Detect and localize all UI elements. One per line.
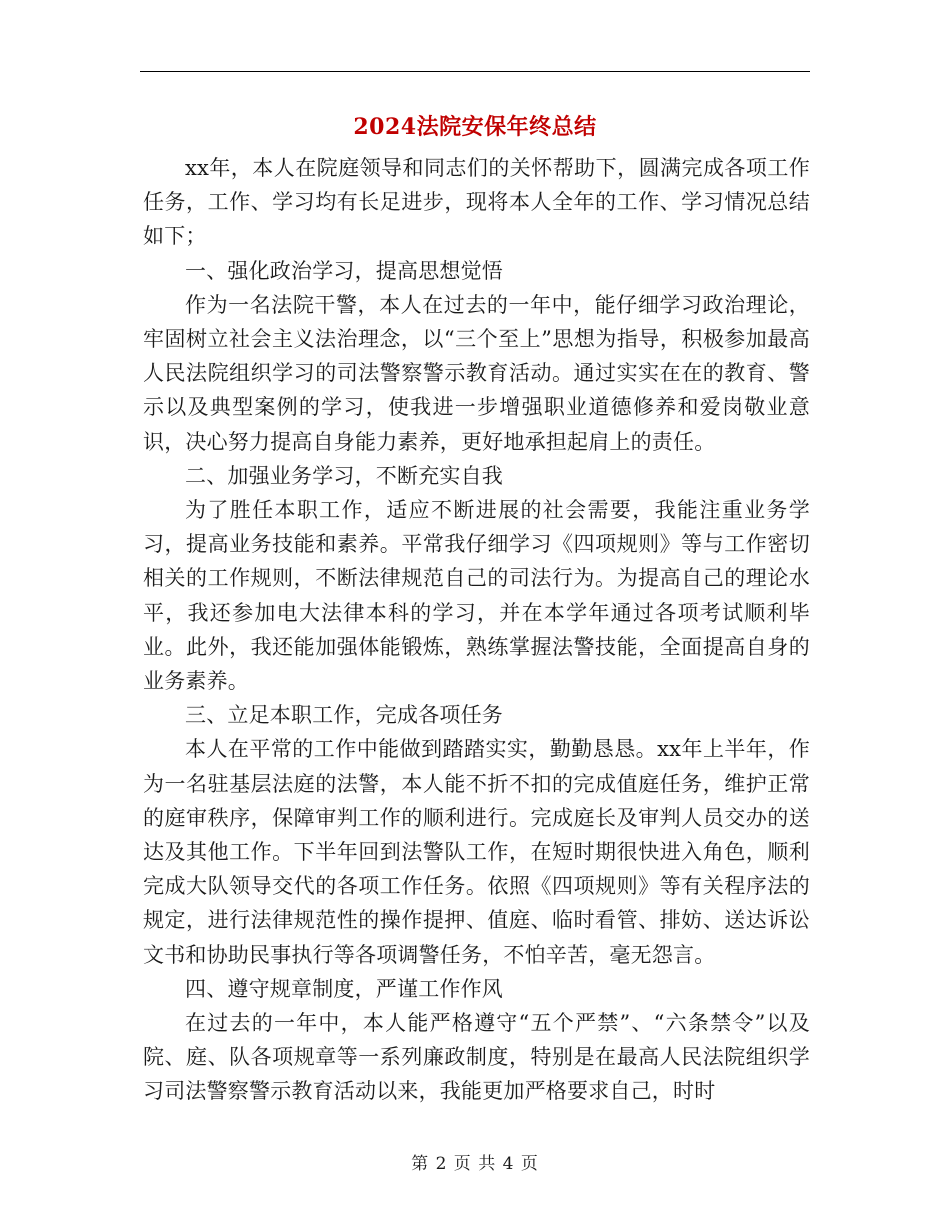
section-4-paragraph: 在过去的一年中，本人能严格遵守“五个严禁”、“六条禁令”以及院、庭、队各项规章等一系列廉政制度，特别是在最高人民法院组织学习司法警察警示教育活动以来，我能更加严格要求自己，时时 bbox=[143, 1011, 810, 1104]
section-heading-3: 三、立足本职工作，完成各项任务 bbox=[185, 703, 503, 728]
section-2-paragraph: 为了胜任本职工作，适应不断进展的社会需要，我能注重业务学习，提高业务技能和素养。平常我仔细学习《四项规则》等与工作密切相关的工作规则，不断法律规范自己的司法行为。为提高自己的理论水平，我还参加电大法律本科的学习，并在本学年通过各项考试顺利毕业。此外，我还能加强体能锻炼，熟练掌握法警技能，全面提高自身的业务素养。 bbox=[143, 498, 810, 694]
section-heading-4: 四、遵守规章制度，严谨工作作风 bbox=[185, 976, 503, 1001]
section-heading-2: 二、加强业务学习，不断充实自我 bbox=[185, 463, 503, 488]
header-rule bbox=[140, 71, 810, 72]
intro-paragraph: xx年，本人在院庭领导和同志们的关怀帮助下，圆满完成各项工作任务，工作、学习均有长足进步，现将本人全年的工作、学习情况总结如下； bbox=[143, 156, 810, 249]
page-number-footer: 第 2 页 共 4 页 bbox=[411, 1154, 539, 1174]
document-body bbox=[143, 151, 810, 1109]
document-title: 2024法院安保年终总结 bbox=[353, 114, 597, 140]
section-heading-1: 一、强化政治学习，提高思想觉悟 bbox=[185, 258, 503, 283]
section-3-paragraph: 本人在平常的工作中能做到踏踏实实，勤勤恳恳。xx年上半年，作为一名驻基层法庭的法警，本人能不折不扣的完成值庭任务，维护正常的庭审秩序，保障审判工作的顺利进行。完成庭长及审判人员交办的送达及其他工作。下半年回到法警队工作，在短时期很快进入角色，顺利完成大队领导交代的各项工作任务。依照《四项规则》等有关程序法的规定，进行法律规范性的操作提押、值庭、临时看管、排妨、送达诉讼文书和协助民事执行等各项调警任务，不怕辛苦，毫无怨言。 bbox=[143, 737, 810, 967]
section-1-paragraph: 作为一名法院干警，本人在过去的一年中，能仔细学习政治理论，牢固树立社会主义法治理念，以“三个至上”思想为指导，积极参加最高人民法院组织学习的司法警察警示教育活动。通过实实在在的教育、警示以及典型案例的学习，使我进一步增强职业道德修养和爱岗敬业意识，决心努力提高自身能力素养，更好地承担起肩上的责任。 bbox=[143, 292, 810, 454]
